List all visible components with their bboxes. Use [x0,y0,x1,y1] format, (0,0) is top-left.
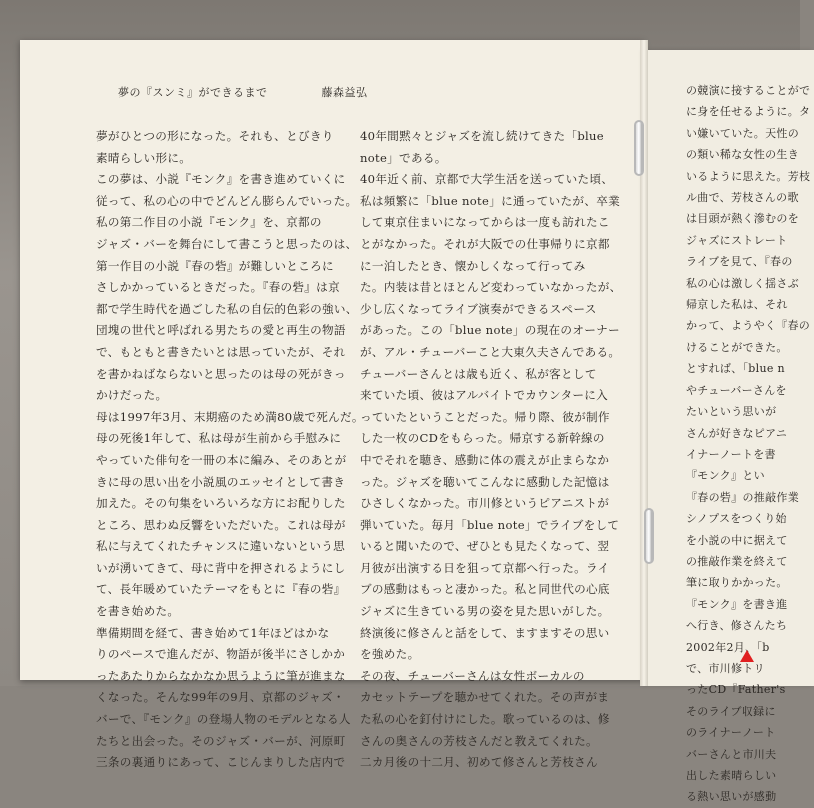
text-line: バーさんと市川夫 [686,747,777,761]
text-line: 2002年2月、「b [686,640,770,654]
text-line: 夢がひとつの形になった。それも、とびきり [96,129,334,143]
text-line: さしかかっているときだった。『春の砦』は京 [96,280,340,295]
text-line: 準備期間を経て、書き始めて1年ほどはかな [96,625,330,640]
text-line: そのライブ収録に [686,704,776,718]
text-line: ところ、思わぬ反響をいただいた。これは母が [96,517,346,532]
text-line: ったCD『Father's [686,683,786,697]
text-line: シノプスをつくり始 [686,512,787,526]
text-line: チューバーさんとは歳も近く、私が客として [360,366,597,381]
text-line: 母の死後1年して、私は母が生前から手慰みに [96,431,342,446]
text-line: った。ジャズを聴いてこんなに感動した記憶は [360,474,610,489]
text-line: 第一作目の小説『春の砦』が難しいところに [96,258,334,273]
text-line: とがなかった。それが大阪での仕事帰りに京都 [360,236,610,251]
text-line: note」である。 [360,150,447,165]
text-line: かけだった。 [96,388,168,403]
text-line: たちと出会った。そのジャズ・バーが、河原町 [96,733,346,748]
text-line: その夜、チューバーさんは女性ボーカルの [360,668,585,683]
text-line: カセットテープを聴かせてくれた。その声がま [360,690,610,705]
text-line: かって、ようやく『春の [686,319,811,333]
text-line: 帰京した私は、それ [686,298,788,312]
text-line: があった。この「blue note」の現在のオーナー [360,323,620,338]
text-line: ひさしくなかった。市川修というピアニストが [360,496,610,511]
article-title: 夢の『スンミ』ができるまで [118,86,268,99]
text-line: 40年間黙々とジャズを流し続けてきた「blue [360,129,604,143]
text-line: いが湧いてきて、母に背中を押されるようにし [96,560,346,575]
text-line: 素晴らしい形に。 [96,150,192,165]
text-line: で、市川修トリ [686,661,765,675]
text-line: のライナーノート [686,726,776,740]
text-line: る熱い思いが感動 [686,790,777,804]
text-line: バーで、『モンク』の登場人物のモデルとなる人 [96,712,351,727]
text-line: して東京住まいになってからは一度も訪れたこ [360,215,610,230]
text-column-2 [360,126,622,774]
text-line: に一泊したとき、懐かしくなって行ってみ [360,258,586,273]
text-line: した一枚のCDをもらった。帰京する新幹線の [360,431,605,446]
text-line: て、長年暖めていたテーマをもとに『春の砦』 [96,582,346,597]
text-line: 私は頻繁に「blue note」に通っていたが、卒業 [360,193,621,208]
text-line: さんの奥さんの芳枝さんだと教えてくれた。 [360,733,598,748]
text-line: 『モンク』とい [686,469,765,483]
text-line: が、アル・チューバーこと大東久夫さんである。 [360,344,621,359]
text-line: やっていた俳句を一冊の本に編み、そのあとが [96,452,347,467]
staple-bottom [644,508,654,564]
text-line: 私の心は激しく揺さぶ [686,276,799,290]
text-line: を小説の中に据えて [686,533,788,547]
text-line: っていたということだった。帰り際、彼が制作 [360,409,610,424]
text-line: やチューバーさんを [686,383,787,397]
article-author: 藤森益弘 [321,86,368,99]
text-line: 終演後に修さんと話をして、ますますその思い [360,625,610,640]
text-column-3 [686,80,811,808]
text-line: けることができた。 [686,340,788,354]
text-line: 中でそれを聴き、感動に体の震えが止まらなか [360,452,610,467]
text-line: の推敲作業を終えて [686,554,788,568]
text-line: りのペースで進んだが、物語が後半にさしかか [96,647,346,662]
text-line: 出した素晴らしい [686,769,777,782]
text-line: 『モンク』を書き進 [686,597,788,611]
text-line: ジャズ・バーを舞台にして書こうと思ったのは、 [96,236,358,251]
text-line: ライブを見て、『春の [686,255,793,269]
text-line: ジャズに生きている男の姿を見た思いがした。 [360,604,610,619]
text-line: を書かねばならないと思ったのは母の死がきっ [96,366,346,381]
text-line: を書き始めた。 [96,604,180,619]
text-line: 少し広くなってライブ演奏ができるスペース [360,301,597,316]
text-line: を強めた。 [360,647,420,662]
article-header [118,84,368,100]
text-line: くなった。そんな99年の9月、京都のジャズ・ [96,690,345,705]
text-line: い嫌いていた。天性の [686,126,799,140]
text-line: 筆に取りかかった。 [686,576,788,590]
text-line: 二カ月後の十二月、初めて修さんと芳枝さん [360,755,598,770]
text-line: 都で学生時代を過ごした私の自伝的色彩の強い、 [96,301,358,316]
text-line: た。内装は昔とほとんど変わっていなかったが、 [360,280,622,295]
text-line: 40年近く前、京都で大学生活を送っていた頃、 [360,172,614,187]
text-line: ジャズにストレート [686,233,788,247]
text-line: たいという思いが [686,405,777,419]
text-line: 三条の裏通りにあって、こじんまりした店内で [96,755,346,770]
text-line: た私の心を釘付けにした。歌っているのは、修 [360,712,610,727]
text-line: で、もともと書きたいとは思っていたが、それ [96,344,346,359]
text-line: ル曲で、芳枝さんの歌 [686,191,799,205]
text-line: いるように思えた。芳枝 [686,169,811,183]
staple-top [634,120,644,176]
text-line: ブの感動はもっと凄かった。私と同世代の心底 [360,582,610,597]
text-line: 来ていた頃、彼はアルバイトでカウンターに入 [360,388,609,403]
text-line: 月彼が出演する日を狙って京都へ行った。ライ [360,560,610,575]
text-line: に身を任せるように。タ [686,105,811,119]
text-line: ったあたりからなかなか思うように筆が進まな [96,668,346,683]
text-line: とすれば、「blue n [686,362,785,376]
text-line: へ行き、修さんたち [686,619,788,633]
text-line: イナーノートを書 [686,447,776,461]
text-line: の類い稀な女性の生き [686,148,799,162]
text-line: 私に与えてくれたチャンスに違いないという思 [96,539,346,554]
text-line: 私の第二作目の小説『モンク』を、京都の [96,215,322,230]
text-line: 加えた。その句集をいろいろな方にお配りした [96,496,346,511]
text-line: この夢は、小説『モンク』を書き進めていくに [96,172,346,187]
text-column-1 [96,126,364,774]
red-triangle-marker [740,650,754,662]
text-line: 『春の砦』の推敲作業 [686,490,799,504]
text-line: の競演に接することがで [686,84,811,97]
text-line: 団塊の世代と呼ばれる男たちの愛と再生の物語 [96,323,346,338]
text-line: 従って、私の心の中でどんどん膨らんでいった。 [96,193,358,208]
text-line: 弾いていた。毎月「blue note」でライブをして [360,517,620,532]
text-line: 母は1997年3月、末期癌のため満80歳で死んだ。 [96,409,364,424]
text-line: さんが好きなピアニ [686,426,788,440]
text-line: きに母の思い出を小説風のエッセイとして書き [96,474,346,489]
text-line: いると聞いたので、ぜひとも見たくなって、翌 [360,539,610,554]
text-line: は目頭が熱く滲むのを [686,212,799,226]
